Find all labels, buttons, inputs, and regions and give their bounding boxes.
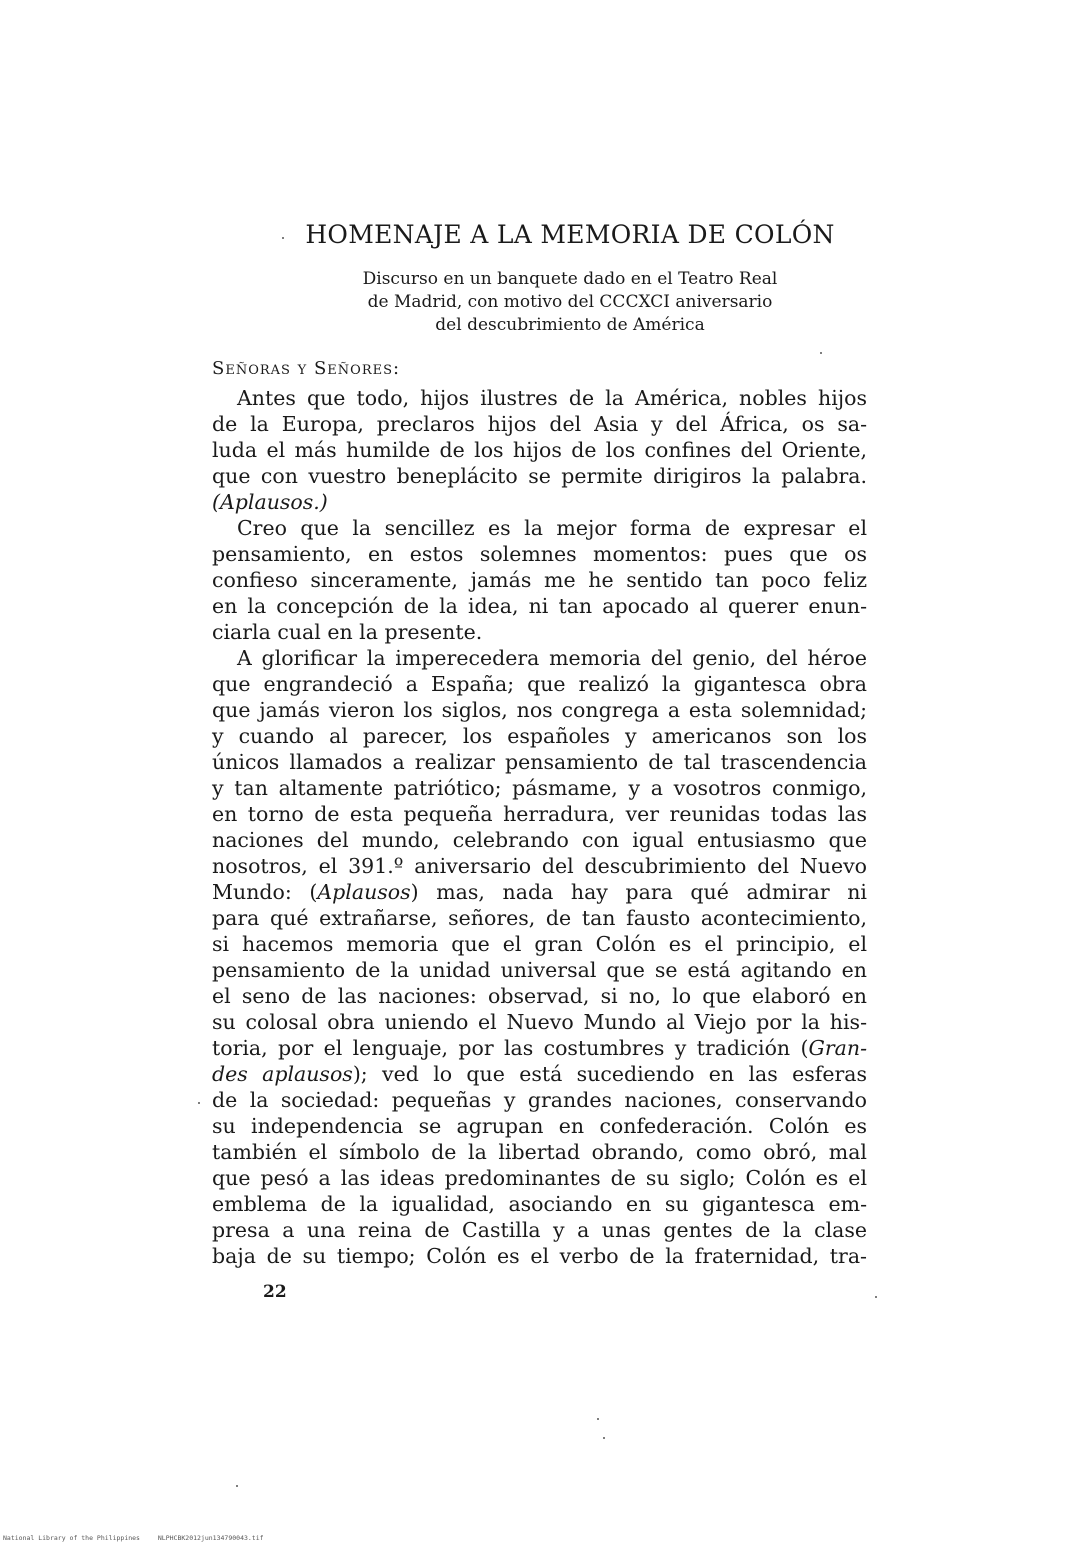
text-line: pensamiento de la unidad universal que se está agitando en [212,958,867,982]
text-line: (Aplausos.) [212,490,328,514]
text-line: de la Europa, preclaros hijos del Asia y del África, os sa- [212,412,867,436]
text-line: Antes que todo, hijos ilustres de la América, nobles hijos [237,386,867,410]
page-title: HOMENAJE A LA MEMORIA DE COLÓN [305,220,835,249]
text-line: Mundo: (Aplausos) mas, nada hay para qué admirar ni [212,880,867,904]
subtitle-line: de Madrid, con motivo del CCCXCI aniversario [367,292,773,312]
text-line: que pesó a las ideas predominantes de su siglo; Colón es el [212,1166,867,1190]
text-line: A glorificar la imperecedera memoria del genio, del héroe [237,646,867,670]
subtitle-line: Discurso en un banquete dado en el Teatro Real [362,269,778,289]
footer-library: National Library of the Philippines [3,1534,140,1542]
scan-speck [236,1485,238,1487]
text-line: presa a una reina de Castilla y a unas gentes de la clase [212,1218,867,1242]
text-line: únicos llamados a realizar pensamiento de tal trascendencia [212,750,867,774]
subtitle-block [0,268,1090,337]
text-line: en torno de esta pequeña herradura, ver reunidas todas las [212,802,867,826]
scan-footer [3,1534,278,1542]
text-line: luda el más humilde de los hijos de los confines del Oriente, [212,438,867,462]
page-number: 22 [263,1282,287,1302]
scan-speck [820,352,822,354]
text-line: y cuando al parecer, los españoles y americanos son los [212,724,867,748]
salutation: Señoras y Señores: [212,358,401,379]
scan-speck [198,1102,200,1104]
text-line: si hacemos memoria que el gran Colón es el principio, el [212,932,867,956]
text-line: naciones del mundo, celebrando con igual entusiasmo que [212,828,867,852]
text-line: pensamiento, en estos solemnes momentos: pues que os [212,542,867,566]
text-line: también el símbolo de la libertad obrando, como obró, mal [212,1140,867,1164]
text-line: confieso sinceramente, jamás me he sentido tan poco feliz [212,568,867,592]
text-line: que jamás vieron los siglos, nos congrega a esta solemnidad; [212,698,867,722]
scan-speck [603,1437,605,1439]
text-line: des aplausos); ved lo que está sucediendo en las esferas [212,1062,867,1086]
text-line: y tan altamente patriótico; pásmame, y a vosotros conmigo, [212,776,867,800]
text-line: el seno de las naciones: observad, si no, lo que elaboró en [212,984,867,1008]
scan-speck [875,1296,877,1298]
subtitle-line: del descubrimiento de América [435,315,705,335]
text-line: para qué extrañarse, señores, de tan fausto acontecimiento, [212,906,867,930]
text-line: su colosal obra uniendo el Nuevo Mundo al Viejo por la his- [212,1010,867,1034]
text-line: en la concepción de la idea, ni tan apocado al querer enun- [212,594,867,618]
text-line: baja de su tiempo; Colón es el verbo de la fraternidad, tra- [212,1244,867,1268]
footer-file: NLPHCBK2012jun134790043.tif [157,1534,264,1542]
text-line: ciarla cual en la presente. [212,620,483,644]
text-line: toria, por el lenguaje, por las costumbres y tradición (Gran- [212,1036,867,1060]
text-line: emblema de la igualidad, asociando en su gigantesca em- [212,1192,867,1216]
text-line: su independencia se agrupan en confederación. Colón es [212,1114,867,1138]
scan-speck [282,237,284,239]
text-line: nosotros, el 391.º aniversario del descubrimiento del Nuevo [212,854,867,878]
text-line: que engrandeció a España; que realizó la gigantesca obra [212,672,867,696]
scan-speck [597,1418,599,1420]
text-line: que con vuestro beneplácito se permite dirigiros la palabra. [212,464,867,488]
text-line: Creo que la sencillez es la mejor forma de expresar el [237,516,867,540]
body-text [212,385,867,1269]
text-line: de la sociedad: pequeñas y grandes naciones, conservando [212,1088,867,1112]
